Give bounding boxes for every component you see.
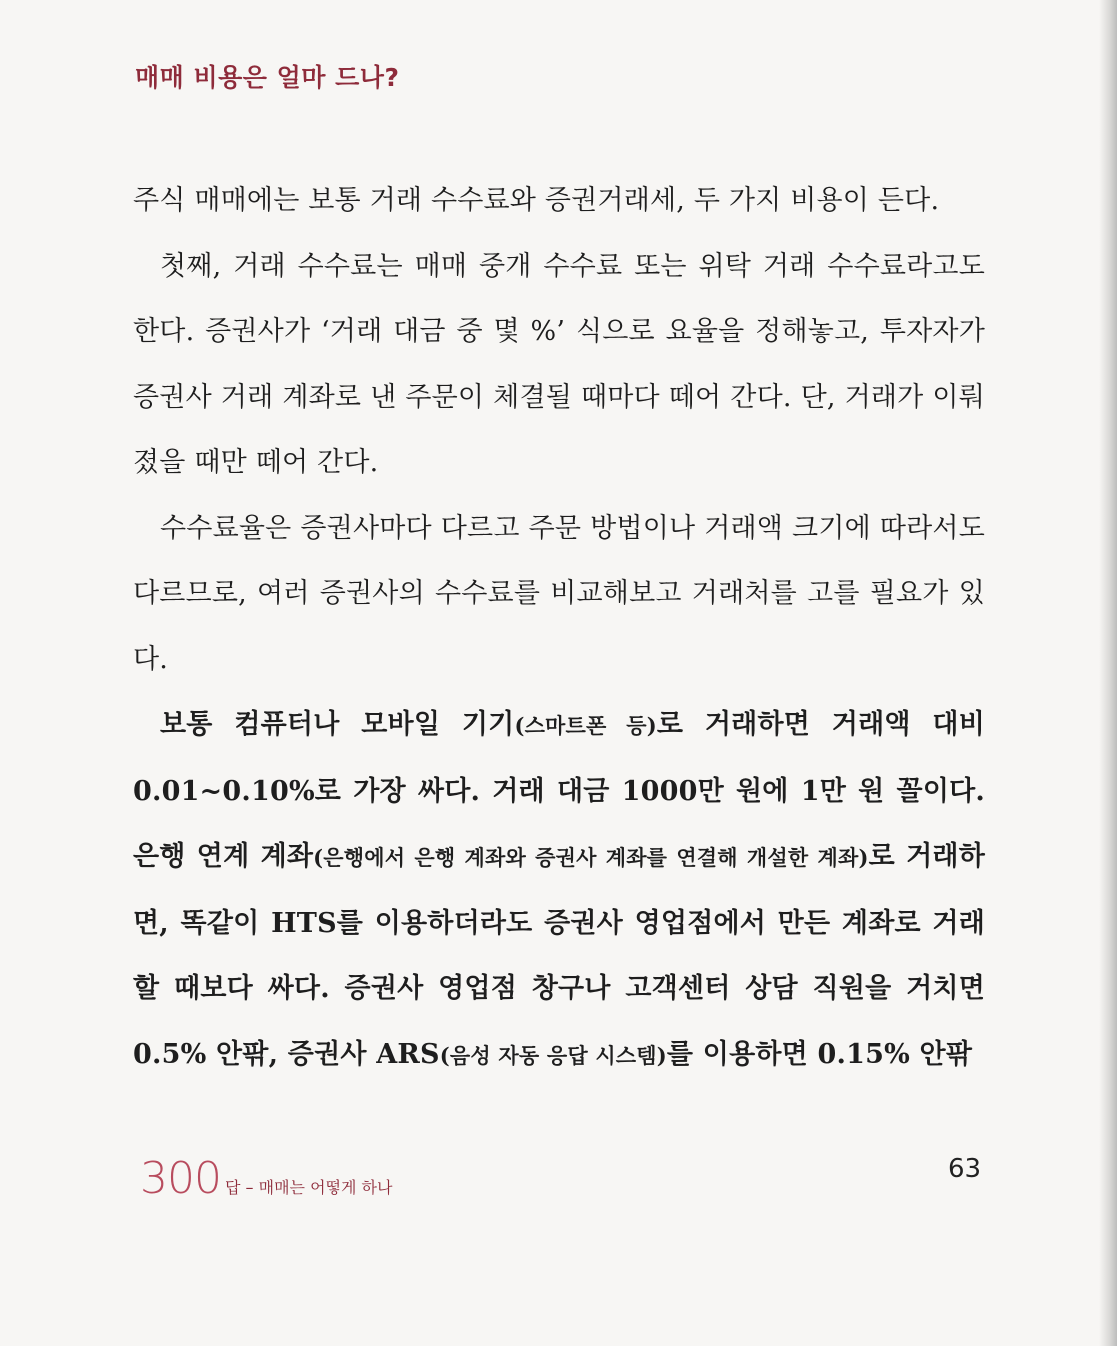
paragraph-4-paren-a: (스마트폰 등) — [514, 713, 657, 738]
paragraph-4-part-b: 로 거래하면 거래액 대비 0.01~0.10%로 가장 싸다. 거래 대금 1000만 원에 1만 원 꼴이다. 은행 연계 계좌 — [133, 709, 985, 872]
body-text — [133, 168, 985, 1088]
section-heading: 매매 비용은 얼마 드나? — [135, 63, 400, 92]
footer-series-mark — [140, 1153, 392, 1204]
paragraph-4-part-a: 보통 컴퓨터나 모바일 기기 — [160, 709, 515, 740]
paragraph-4-paren-b: (은행에서 은행 계좌와 증권사 계좌를 연결해 개설한 계좌) — [313, 845, 869, 870]
paragraph-1: 주식 매매에는 보통 거래 수수료와 증권거래세, 두 가지 비용이 든다. — [133, 185, 940, 216]
paragraph-4 — [133, 692, 985, 1088]
page-edge-shadow — [1099, 0, 1117, 1346]
paragraph-4-part-d: 를 이용하면 0.15% 안팎 — [666, 1038, 973, 1070]
footer-series-number: 300 — [140, 1153, 221, 1204]
paragraph-4-paren-c: (음성 자동 응답 시스템) — [439, 1042, 667, 1068]
paragraph-4-part-c: 로 거래하면, 똑같이 HTS를 이용하더라도 증권사 영업점에서 만든 계좌로 거래할 때보다 싸다. 증권사 영업점 창구나 고객센터 상담 직원을 거치면 0.5% 안팎, 증권사 ARS — [133, 841, 986, 1070]
page-number: 63 — [948, 1154, 982, 1184]
footer-chapter-title: 답 – 매매는 어떻게 하나 — [224, 1178, 393, 1197]
paragraph-2: 첫째, 거래 수수료는 매매 중개 수수료 또는 위탁 거래 수수료라고도 한다. 증권사가 ‘거래 대금 중 몇 %’ 식으로 요율을 정해놓고, 투자자가 증권사 거래 계좌로 낸 주문이 체결될 때마다 떼어 간다. 단, 거래가 이뤄졌을 때만 떼어 간다. — [133, 250, 985, 478]
paragraph-3: 수수료율은 증권사마다 다르고 주문 방법이나 거래액 크기에 따라서도 다르므로, 여러 증권사의 수수료를 비교해보고 거래처를 고를 필요가 있다. — [133, 512, 985, 675]
